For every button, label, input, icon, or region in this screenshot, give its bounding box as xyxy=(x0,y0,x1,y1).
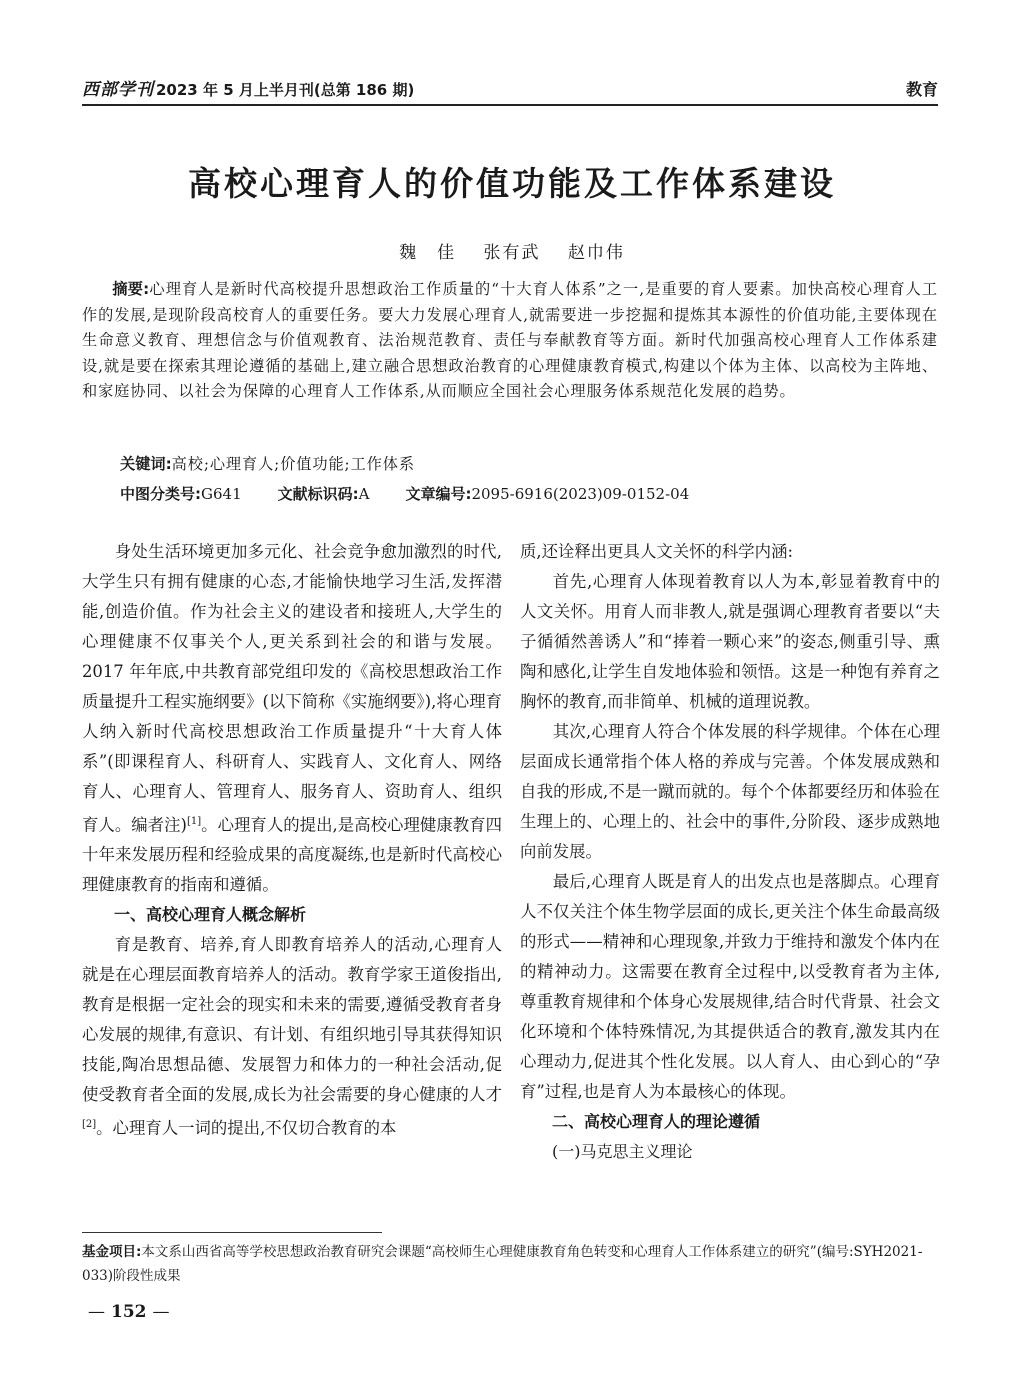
authors xyxy=(0,238,1024,263)
page-number-value: 152 xyxy=(111,1302,147,1322)
page-number: — 152 — xyxy=(88,1302,170,1322)
article-label: 文章编号: xyxy=(405,485,472,503)
author-2: 张有武 xyxy=(483,243,541,263)
paragraph xyxy=(82,930,502,1143)
right-column xyxy=(520,537,940,1167)
abstract-text: 心理育人是新时代高校提升思想政治工作质量的“十大育人体系”之一,是重要的育人要素。加快高校心理育人工作的发展,是现阶段高校育人的重要任务。要大力发展心理育人,就需要进一步挖掘和提炼其本源性的价值功能,主要体现在生命意义教育、理想信念与价值观教育、法治规范教育、责任与奉献教育等方面。新时代加强高校心理育人工作体系建设,就是要在探索其理论遵循的基础上,建立融合思想政治教育的心理健康教育模式,构建以个体为主体、以高校为主阵地、和家庭协同、以社会为保障的心理育人工作体系,从而顺应全国社会心理服务体系规范化发展的趋势。 xyxy=(82,280,939,400)
paragraph xyxy=(82,537,502,900)
section-name: 教育 xyxy=(905,80,938,99)
article-number xyxy=(405,483,689,504)
paragraph: 首先,心理育人体现着教育以人为本,彰显着教育中的人文关怀。用育人而非教人,就是强调心理教育者要以“夫子循循然善诱人”和“捧着一颗心来”的姿态,侧重引导、熏陶和感化,让学生自发地体验和领悟。这是一种饱有养育之胸怀的教育,而非简单、机械的道理说教。 xyxy=(520,572,940,711)
paragraph: 最后,心理育人既是育人的出发点也是落脚点。心理育人不仅关注个体生物学层面的成长,更关注个体生命最高级的形式——精神和心理现象,并致力于维持和激发个体内在的精神动力。这需要在教育全过程中,以受教育者为主体,尊重教育规律和个体身心发展规律,结合时代背景、社会文化环境和个体特殊情况,为其提供适合的教育,激发其内在心理动力,促进其个性化发展。以人育人、由心到心的“孕育”过程,也是育人为本最核心的体现。 xyxy=(520,872,940,1101)
section-heading: 二、高校心理育人的理论遵循 xyxy=(552,1112,761,1131)
footnote-rule xyxy=(82,1232,382,1233)
journal-logo: 西部学刊 xyxy=(82,80,154,100)
clc-label: 中图分类号: xyxy=(120,485,201,503)
clc-code xyxy=(120,483,242,504)
article-title: 高校心理育人的价值功能及工作体系建设 xyxy=(188,164,836,203)
keywords-label: 关键词: xyxy=(120,455,172,473)
abstract xyxy=(82,277,938,405)
author-1: 魏 佳 xyxy=(399,243,457,263)
funding-label: 基金项目: xyxy=(82,1244,142,1260)
article-value: 2095-6916(2023)09-0152-04 xyxy=(471,485,690,503)
clc-value: G641 xyxy=(201,485,242,503)
keywords xyxy=(120,453,415,474)
funding-footnote xyxy=(82,1240,938,1288)
citation-ref: [1] xyxy=(186,816,202,827)
header-left xyxy=(82,75,414,100)
paragraph: 其次,心理育人符合个体发展的科学规律。个体在心理层面成长通常指个体人格的养成与完善。个体发展成熟和自我的形成,不是一蹴而就的。每个个体都要经历和体验在生理上的、心理上的、社会中的事件,分阶段、逐步成熟地向前发展。 xyxy=(520,722,940,861)
subsection-heading: (一)马克思主义理论 xyxy=(552,1142,693,1161)
keywords-text: 高校;心理育人;价值功能;工作体系 xyxy=(171,455,415,473)
abstract-label: 摘要: xyxy=(112,280,150,298)
paragraph: 质,还诠释出更具人文关怀的科学内涵: xyxy=(520,542,793,561)
author-3: 赵巾伟 xyxy=(567,243,625,263)
left-column xyxy=(82,537,502,1144)
section-heading: 一、高校心理育人概念解析 xyxy=(114,905,307,925)
issue-info: 2023 年 5 月上半月刊(总第 186 期) xyxy=(156,81,415,99)
paragraph-text: 。心理育人一词的提出,不仅切合教育的本 xyxy=(96,1118,397,1138)
classification-line xyxy=(120,483,725,504)
running-header xyxy=(82,68,938,106)
paragraph-text: 育是教育、培养,育人即教育培养人的活动,心理育人就是在心理层面教育培养人的活动。教育学家王道俊指出,教育是根据一定社会的现实和未来的需要,遵循受教育者身心发展的规律,有意识、有计划、有组织地引导其获得知识技能,陶冶思想品德、发展智力和体力的一种社会活动,促使受教育者全面的发展,成长为社会需要的身心健康的人才 xyxy=(82,935,502,1105)
funding-text: 本文系山西省高等学校思想政治教育研究会课题“高校师生心理健康教育角色转变和心理育人工作体系建立的研究”(编号:SYH2021-033)阶段性成果 xyxy=(82,1244,923,1284)
paragraph-text: 身处生活环境更加多元化、社会竞争愈加激烈的时代,大学生只有拥有健康的心态,才能愉快地学习生活,发挥潜能,创造价值。作为社会主义的建设者和接班人,大学生的心理健康不仅事关个人,更关系到社会的和谐与发展。2017 年年底,中共教育部党组印发的《高校思想政治工作质量提升工程实施纲要》(以下简称《实施纲要》),将心理育人纳入新时代高校思想政治工作质量提升“十大育人体系”(即课程育人、科研育人、实践育人、文化育人、网络育人、心理育人、管理育人、服务育人、资助育人、组织育人。编者注) xyxy=(82,542,502,835)
doc-code xyxy=(278,483,370,504)
doc-value: A xyxy=(358,485,370,503)
paragraph-text: 。心理育人的提出,是高校心理健康教育四十年来发展历程和经验成果的高度凝练,也是新时代高校心理健康教育的指南和遵循。 xyxy=(82,815,502,895)
citation-ref: [2] xyxy=(82,1119,97,1131)
doc-label: 文献标识码: xyxy=(277,485,359,503)
